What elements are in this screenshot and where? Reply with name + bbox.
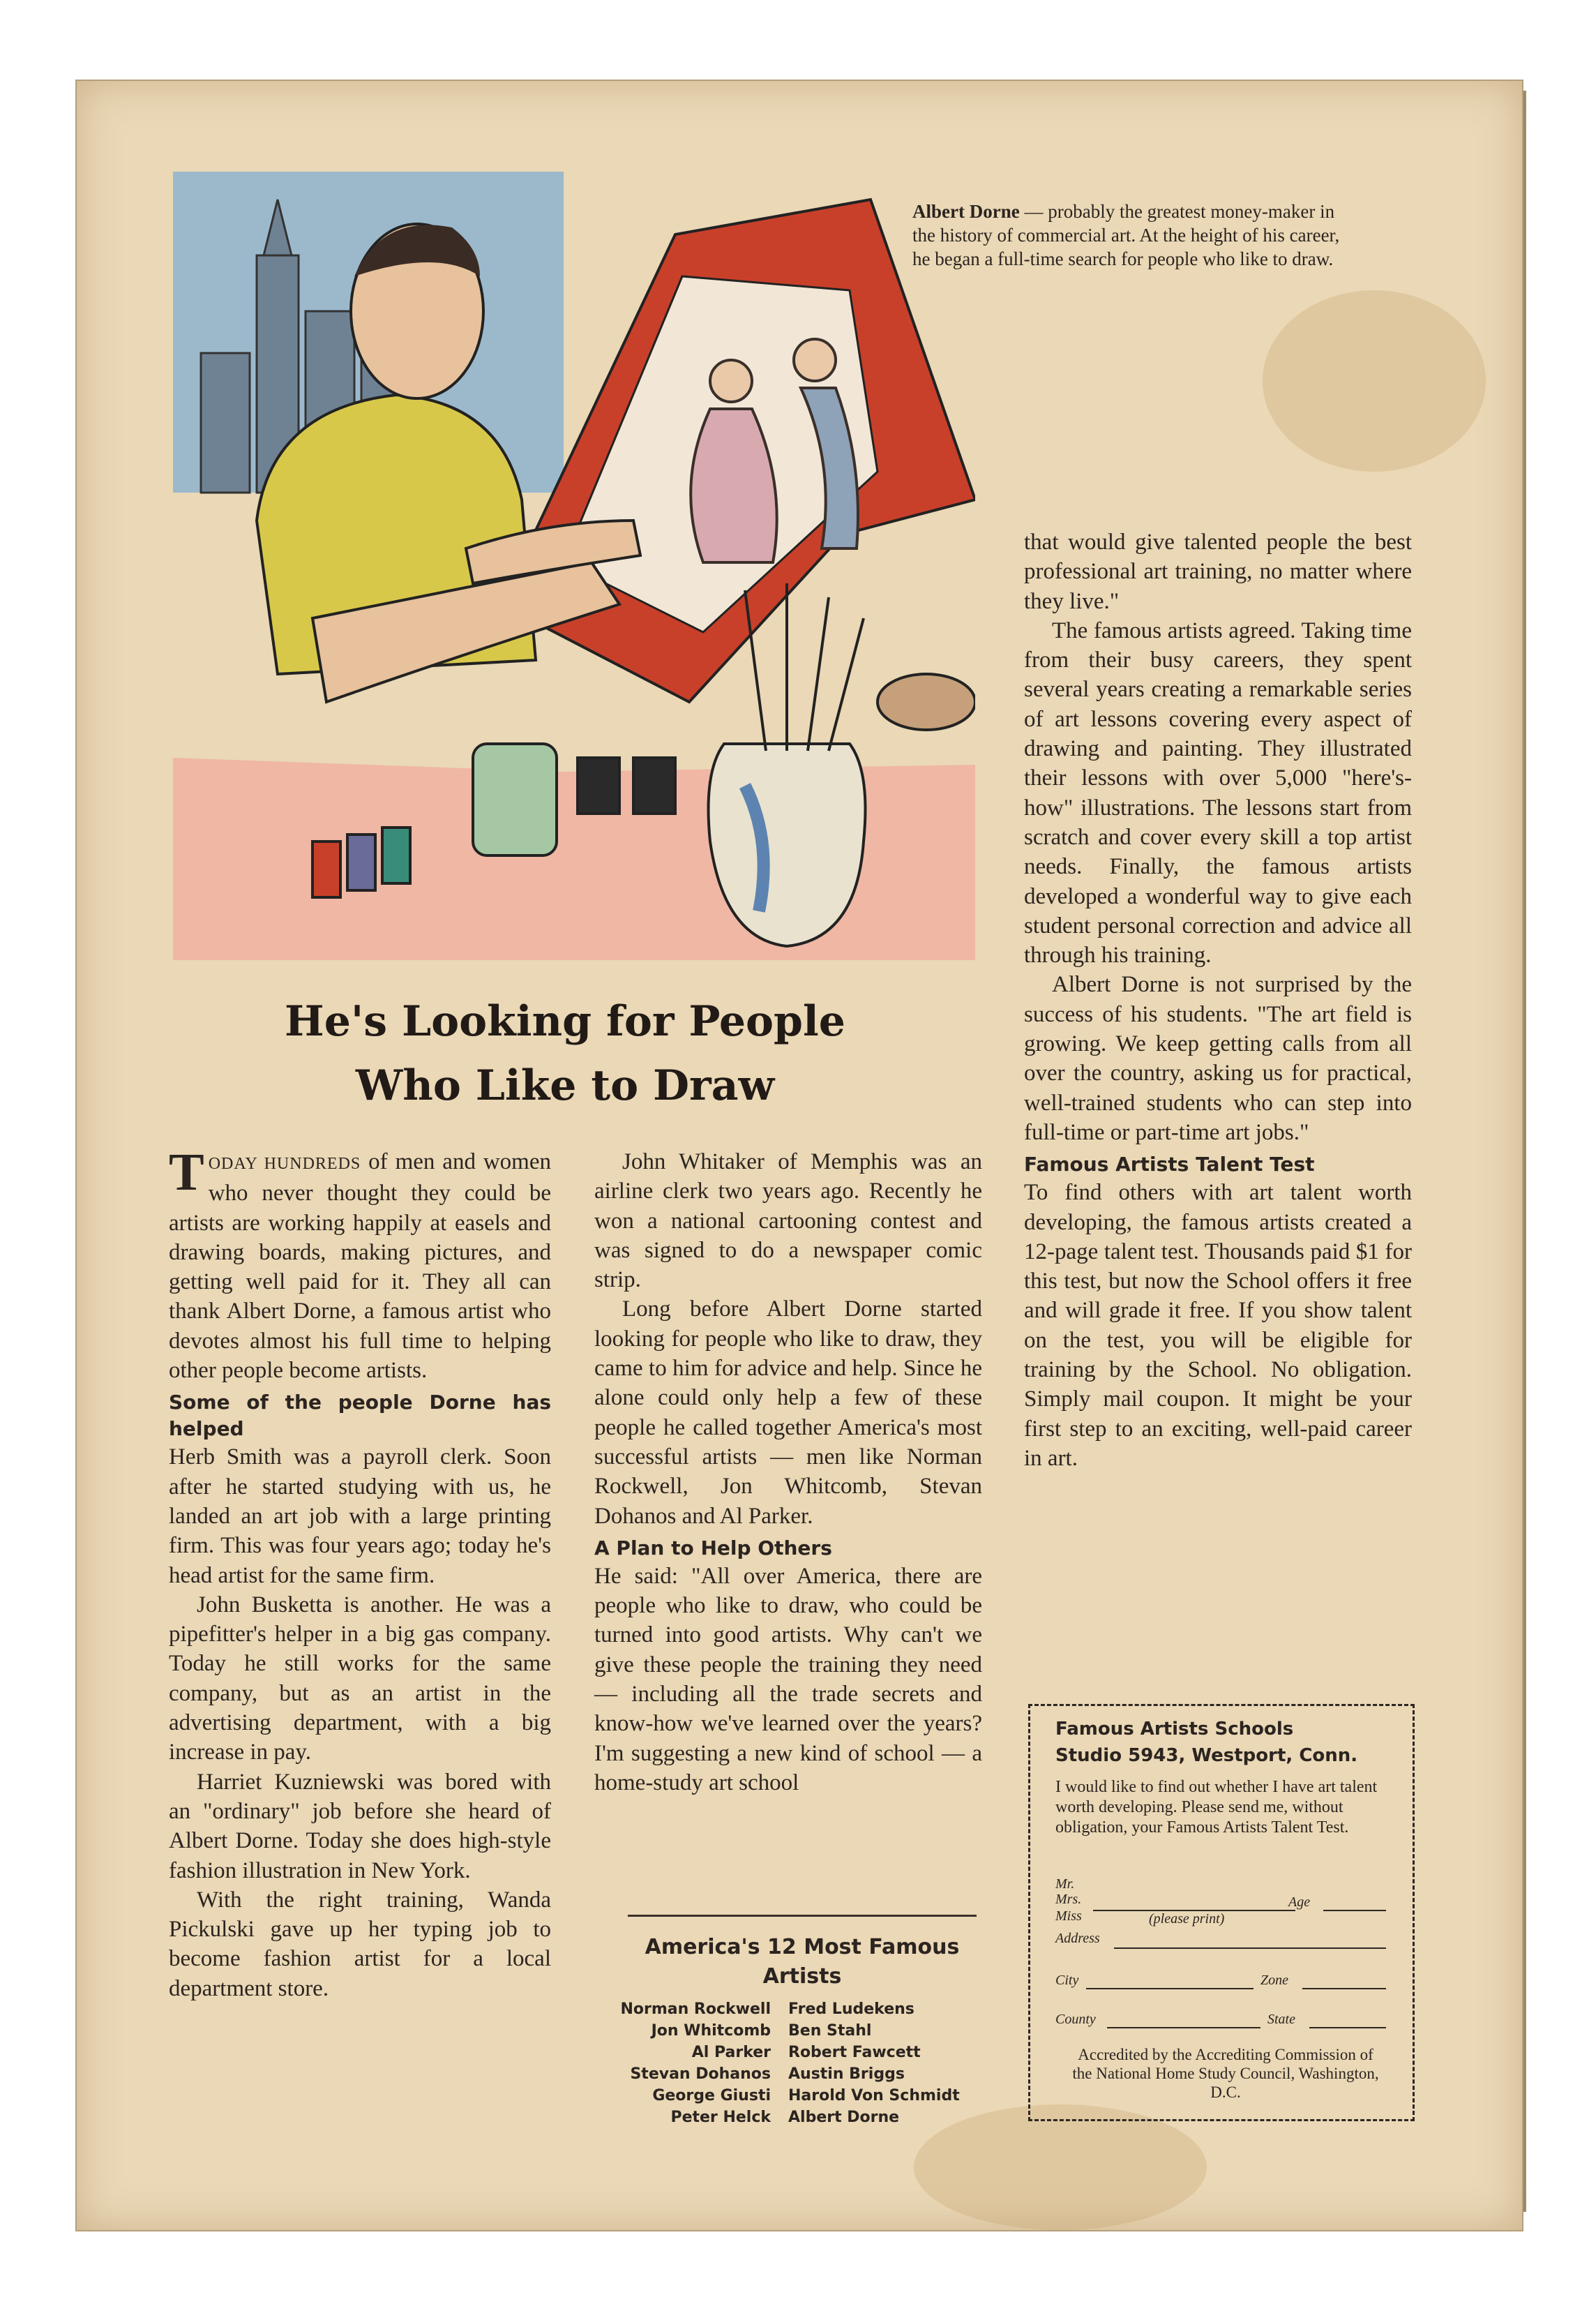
artist-name: Harold Von Schmidt (788, 2087, 960, 2104)
please-print-note: (please print) (1149, 1911, 1225, 1927)
city-label: City (1055, 1973, 1079, 1988)
zone-label: Zone (1260, 1973, 1288, 1988)
address-field[interactable] (1114, 1947, 1386, 1949)
accreditation-note: Accredited by the Accrediting Commission of the National Home Study Council, Washington, D.C. (1072, 2046, 1379, 2101)
illustration-caption (912, 200, 1359, 271)
school-address: Studio 5943, Westport, Conn. (1055, 1745, 1358, 1766)
address-label: Address (1055, 1931, 1100, 1946)
paragraph: Herb Smith was a payroll clerk. Soon after he started studying with us, he landed an art job with a large printing firm. This was four years ago; today he's head artist for the same firm. (169, 1444, 551, 1588)
headline-line-2: Who Like to Draw (355, 1061, 775, 1110)
lead-caps: ODAY HUNDREDS (208, 1155, 361, 1173)
caption-text: — probably the greatest money-maker in the history of commercial art. At the height of his career, he began a full-time search for people who like to draw. (912, 201, 1340, 269)
county-field[interactable] (1107, 2027, 1260, 2028)
paragraph: The famous artists agreed. Taking time from their busy careers, they spent several years creating a remarkable series of art lessons covering every aspect of drawing and painting. They illustrated their lessons with over 5,000 "here's-how" illustrations. The lessons start from scratch and cover every skill a top artist needs. Finally, the famous artists developed a wonderful way to give each student personal correction and advice all through his training. (1024, 618, 1412, 968)
artist-name: Austin Briggs (788, 2065, 905, 2083)
state-label: State (1267, 2012, 1295, 2027)
artist-name: Ben Stahl (788, 2022, 872, 2040)
county-label: County (1055, 2012, 1096, 2027)
paragraph: With the right training, Wanda Pickulski gave up her typing job to become fashion artist for a local department store. (169, 1887, 551, 2001)
age-label: Age (1288, 1894, 1311, 1910)
paragraph: that would give talented people the best professional art training, no matter where they live." (1024, 530, 1412, 614)
subhead-people-helped: Some of the people Dorne has helped (169, 1391, 551, 1441)
paragraph: Harriet Kuzniewski was bored with an "ordinary" job before she heard of Albert Dorne. Today she does high-style fashion illustration in New York. (169, 1769, 551, 1883)
city-field[interactable] (1086, 1988, 1254, 1989)
paragraph: Albert Dorne is not surprised by the success of his students. "The art field is growing. We keep getting calls from all over the country, asking us for practical, well-trained students who can step into full-time or part-time art jobs." (1024, 972, 1412, 1145)
mr-label: Mr. (1055, 1876, 1075, 1892)
artist-name: George Giusti (652, 2087, 771, 2104)
divider-rule (628, 1915, 977, 1917)
article-column-3 (1024, 528, 1412, 1473)
intro-paragraph (169, 1143, 551, 1385)
zone-field[interactable] (1302, 1988, 1386, 1989)
paragraph: To find others with art talent worth developing, the famous artists created a 12-page talent test. Thousands paid $1 for this test, but now the School offers it free and will grade it free. If you show talent on the test, you will be eligible for training by the School. No obligation. Simply mail coupon. It might be your first step to an exciting, well-paid career in art. (1024, 1180, 1412, 1471)
mail-coupon[interactable] (1028, 1704, 1415, 2121)
subhead-talent-test: Famous Artists Talent Test (1024, 1153, 1315, 1176)
headline-line-1: He's Looking for People (285, 997, 845, 1046)
famous-artists-title: America's 12 Most Famous Artists (645, 1935, 960, 1989)
coupon-header (1055, 1716, 1357, 1769)
artist-name: Norman Rockwell (620, 2000, 771, 2018)
paper-stain (1263, 290, 1486, 472)
paragraph: Long before Albert Dorne started looking for people who like to draw, they came to him for advice and help. Since he alone could only help a few of these people he called together America's most successful artists — men like Norman Rockwell, Jon Whitcomb, Stevan Dohanos and Al Parker. (594, 1296, 982, 1529)
artist-name: Albert Dorne (788, 2109, 900, 2126)
miss-label: Miss (1055, 1908, 1082, 1924)
article-column-2 (594, 1147, 982, 1797)
artist-name: Al Parker (691, 2044, 771, 2061)
article-column-1 (169, 1143, 551, 2003)
drop-cap: T (169, 1143, 204, 1202)
artist-name: Fred Ludekens (788, 2000, 914, 2018)
state-field[interactable] (1309, 2027, 1386, 2028)
age-field[interactable] (1323, 1910, 1386, 1911)
artist-name: Peter Helck (670, 2109, 771, 2126)
artist-name: Robert Fawcett (788, 2044, 921, 2061)
school-name: Famous Artists Schools (1055, 1719, 1294, 1740)
caption-name: Albert Dorne (912, 201, 1020, 222)
artist-name: Stevan Dohanos (630, 2065, 771, 2083)
subhead-plan: A Plan to Help Others (594, 1536, 832, 1560)
albert-dorne-illustration (173, 172, 975, 960)
paragraph: He said: "All over America, there are people who like to draw, who could be turned into good artists. Why can't we give these people the training they need — including all the trade secrets and know-how we've learned over the years? I'm suggesting a new kind of school — a home-study art school (594, 1563, 982, 1795)
mrs-label: Mrs. (1055, 1892, 1082, 1907)
coupon-request-text: I would like to find out whether I have art talent worth developing. Please send me, without obligation, your Famous Artists Talent Test. (1055, 1778, 1378, 1837)
artist-name: Jon Whitcomb (651, 2022, 771, 2040)
headline (181, 989, 949, 1118)
paragraph: John Whitaker of Memphis was an airline clerk two years ago. Recently he won a national cartooning contest and was signed to do a newspaper comic strip. (594, 1149, 982, 1293)
paragraph: John Busketta is another. He was a pipefitter's helper in a big gas company. Today he still works for the same company, but as an artist in the advertising department, with a big increase in pay. (169, 1592, 551, 1765)
intro-text: of men and women who never thought they could be artists are working happily at easels and drawing boards, making pictures, and getting well paid for it. They all can thank Albert Dorne, a famous artist who devotes almost his full time to helping other people become artists. (169, 1149, 551, 1384)
